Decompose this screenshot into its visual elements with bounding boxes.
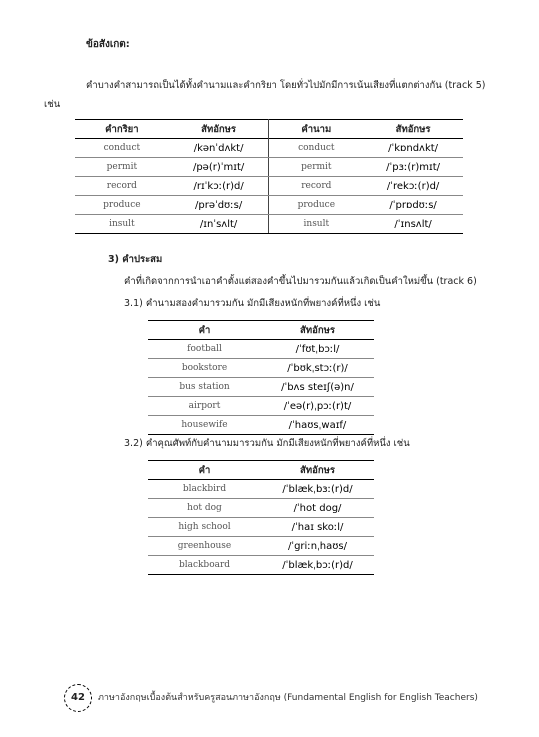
running-footer: ภาษาอังกฤษเบื้องต้นสำหรับครูสอนภาษาอังกฤษ (Fundamental English for English Teachers) <box>98 693 478 703</box>
noun-cell: produce <box>269 196 363 215</box>
word-cell: greenhouse <box>148 537 261 556</box>
intro-paragraph: คำบางคำสามารถเป็นได้ทั้งคำนามและคำกริยา โดยทั่วไปมักมีการเน้นเสียงที่แตกต่างกัน (track 5) <box>86 80 486 91</box>
phonetic-cell: /prəˈdʊːs/ <box>169 196 269 215</box>
page-number: 42 <box>64 684 92 712</box>
table-row <box>148 416 374 435</box>
phonetic-cell: /ˈɪnsʌlt/ <box>363 215 463 234</box>
column-header: คำนาม <box>301 123 332 135</box>
column-header: คำ <box>198 324 211 336</box>
subsection-3-1-title: 3.1) คำนามสองคำมารวมกัน มักมีเสียงหนักที่พยางค์ที่หนึ่ง เช่น <box>124 298 381 309</box>
note-heading: ข้อสังเกต: <box>86 39 130 50</box>
phonetic-cell: /ˈhaʊsˌwaɪf/ <box>261 416 374 435</box>
phonetic-cell: /ɪnˈsʌlt/ <box>169 215 269 234</box>
verb-cell: produce <box>75 196 169 215</box>
phonetic-cell: /kənˈdʌkt/ <box>169 139 269 158</box>
phonetic-cell: /ˈprɒdʊːs/ <box>363 196 463 215</box>
phonetic-cell: /ˈeə(r)ˌpɔː(r)t/ <box>261 397 374 416</box>
phonetic-cell: /ˈgriːnˌhaʊs/ <box>261 537 374 556</box>
table-row <box>148 378 374 397</box>
adjective-noun-compound-table <box>148 460 374 575</box>
table-row <box>148 537 374 556</box>
table-row <box>148 499 374 518</box>
table-row <box>148 359 374 378</box>
table-row <box>148 518 374 537</box>
word-cell: football <box>148 340 261 359</box>
verb-cell: record <box>75 177 169 196</box>
table-row <box>148 397 374 416</box>
column-header: สัทอักษร <box>300 324 335 336</box>
word-cell: blackbird <box>148 480 261 499</box>
phonetic-cell: /pə(r)ˈmɪt/ <box>169 158 269 177</box>
word-cell: airport <box>148 397 261 416</box>
column-header: คำกริยา <box>105 123 139 135</box>
subsection-3-2-title: 3.2) คำคุณศัพท์กับคำนามมารวมกัน มักมีเสียงหนักที่พยางค์ที่หนึ่ง เช่น <box>124 438 410 449</box>
verb-noun-stress-table <box>75 119 463 234</box>
noun-cell: conduct <box>269 139 363 158</box>
word-cell: bookstore <box>148 359 261 378</box>
table-row <box>75 177 463 196</box>
noun-noun-compound-table <box>148 320 374 435</box>
word-cell: bus station <box>148 378 261 397</box>
phonetic-cell: /ˈblækˌbɔː(r)d/ <box>261 556 374 575</box>
verb-cell: conduct <box>75 139 169 158</box>
noun-cell: record <box>269 177 363 196</box>
column-header: สัทอักษร <box>395 123 431 135</box>
phonetic-cell: /ˈfʊtˌbɔːl/ <box>261 340 374 359</box>
table-row <box>148 556 374 575</box>
word-cell: housewife <box>148 416 261 435</box>
phonetic-cell: /ˈkɒndʌkt/ <box>363 139 463 158</box>
phonetic-cell: /ˈrekɔː(r)d/ <box>363 177 463 196</box>
table-row <box>75 196 463 215</box>
column-header: คำ <box>198 464 211 476</box>
phonetic-cell: /ˈbʊkˌstɔː(r)/ <box>261 359 374 378</box>
phonetic-cell: /ˈhot dog/ <box>261 499 374 518</box>
section-3-title: 3) คำประสม <box>108 254 163 265</box>
phonetic-cell: /ˈhaɪ skoːl/ <box>261 518 374 537</box>
noun-cell: insult <box>269 215 363 234</box>
phonetic-cell: /rɪˈkɔː(r)d/ <box>169 177 269 196</box>
noun-cell: permit <box>269 158 363 177</box>
verb-cell: permit <box>75 158 169 177</box>
word-cell: blackboard <box>148 556 261 575</box>
intro-paragraph-continuation: เช่น <box>44 99 61 110</box>
table-row <box>148 480 374 499</box>
column-header: สัทอักษร <box>300 464 335 476</box>
table-row <box>75 215 463 234</box>
table-row <box>75 139 463 158</box>
phonetic-cell: /ˈpɜː(r)mɪt/ <box>363 158 463 177</box>
word-cell: hot dog <box>148 499 261 518</box>
table-row <box>148 340 374 359</box>
phonetic-cell: /ˈbʌs steɪʃ(ə)n/ <box>261 378 374 397</box>
table-row <box>75 158 463 177</box>
phonetic-cell: /ˈblækˌbɜː(r)d/ <box>261 480 374 499</box>
verb-cell: insult <box>75 215 169 234</box>
section-3-description: คำที่เกิดจากการนำเอาคำตั้งแต่สองคำขึ้นไปมารวมกันแล้วเกิดเป็นคำใหม่ขึ้น (track 6) <box>124 276 477 287</box>
word-cell: high school <box>148 518 261 537</box>
column-header: สัทอักษร <box>169 120 269 139</box>
